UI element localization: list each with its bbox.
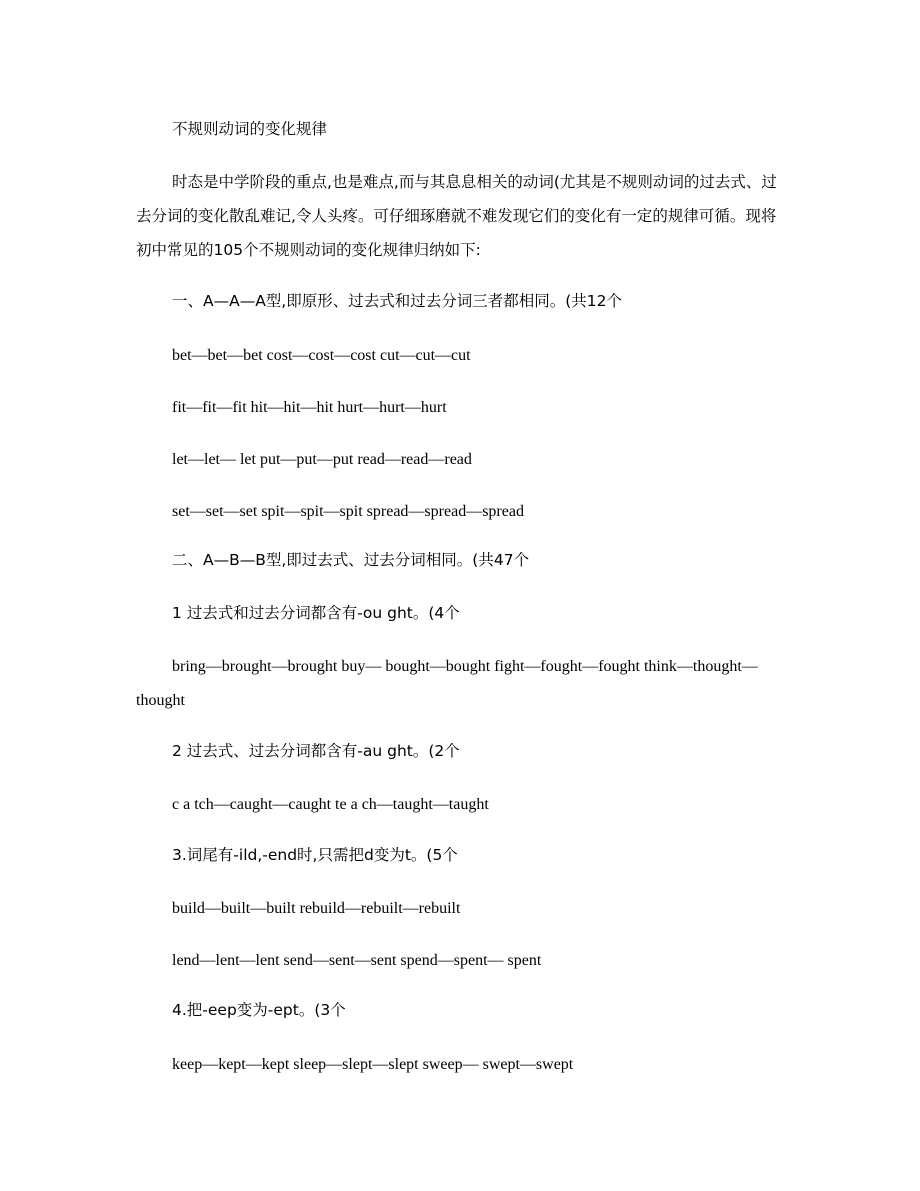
intro-paragraph: 时态是中学阶段的重点,也是难点,而与其息息相关的动词(尤其是不规则动词的过去式、过去分词的变化散乱难记,令人头疼。可仔细琢磨就不难发现它们的变化有一定的规律可循。现将初中常见的105个不规则动词的变化规律归纳如下: bbox=[136, 173, 777, 259]
verb-row: build—built—built rebuild—rebuilt—rebuilt bbox=[172, 900, 461, 917]
section2-heading: 二、A—B—B型,即过去式、过去分词相同。(共47个 bbox=[172, 551, 530, 569]
verb-row: set—set—set spit—spit—spit spread—spread—spread bbox=[172, 503, 524, 520]
document-title: 不规则动词的变化规律 bbox=[172, 120, 328, 138]
verb-row: lend—lent—lent send—sent—sent spend—spent— spent bbox=[172, 952, 542, 969]
verb-row: bet—bet—bet cost—cost—cost cut—cut—cut bbox=[172, 347, 471, 364]
subsection3-heading: 3.词尾有-ild,-end时,只需把d变为t。(5个 bbox=[172, 846, 458, 864]
verb-paragraph: bring—brought—brought buy— bought—bought fight—fought—fought think—thought— thought bbox=[136, 658, 758, 709]
verb-row: c a tch—caught—caught te a ch—taught—taught bbox=[172, 796, 489, 813]
subsection2-heading: 2 过去式、过去分词都含有-au ght。(2个 bbox=[172, 742, 460, 760]
verb-row: keep—kept—kept sleep—slept—slept sweep— swept—swept bbox=[172, 1056, 574, 1073]
section1-heading: 一、A—A—A型,即原形、过去式和过去分词三者都相同。(共12个 bbox=[172, 292, 623, 310]
subsection4-heading: 4.把-eep变为-ept。(3个 bbox=[172, 1001, 346, 1019]
subsection1-heading: 1 过去式和过去分词都含有-ou ght。(4个 bbox=[172, 604, 460, 622]
verb-row: let—let— let put—put—put read—read—read bbox=[172, 451, 472, 468]
verb-row: fit—fit—fit hit—hit—hit hurt—hurt—hurt bbox=[172, 399, 447, 416]
